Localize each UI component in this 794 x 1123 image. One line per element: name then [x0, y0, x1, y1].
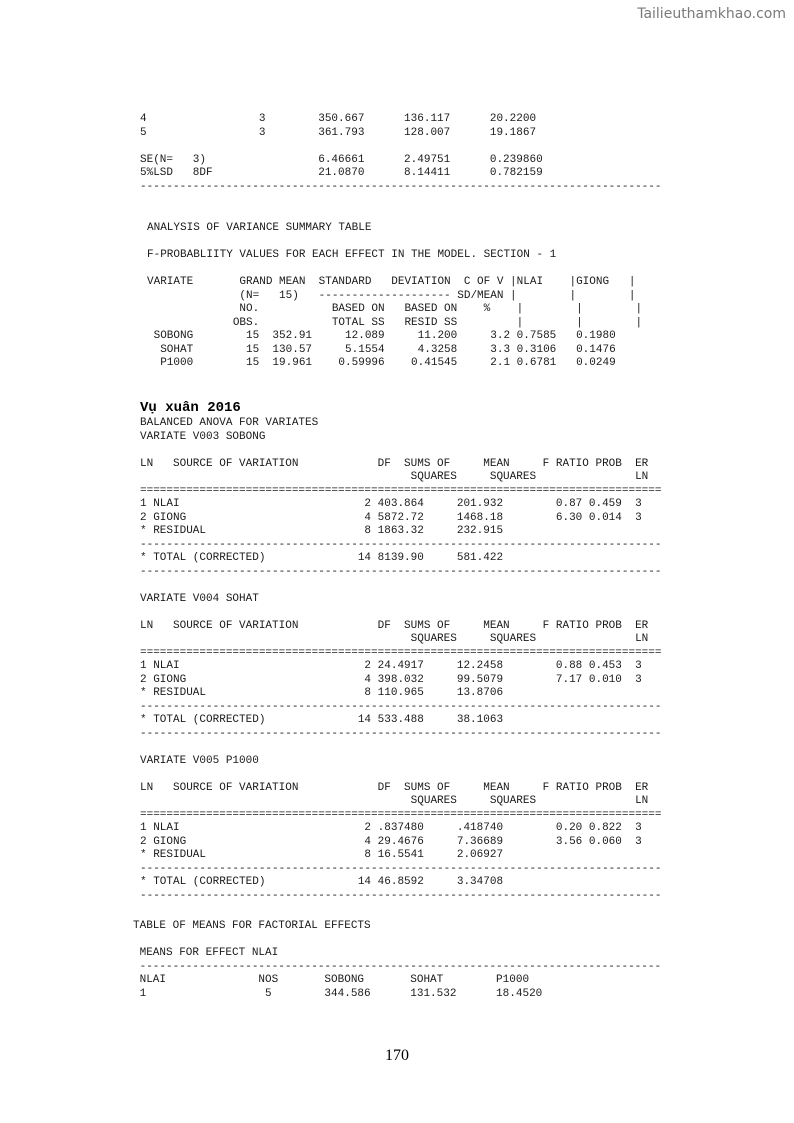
page-number: 170	[385, 1047, 409, 1064]
watermark: Tailieuthamkhao.com	[637, 6, 786, 22]
anova-summary-table: ANALYSIS OF VARIANCE SUMMARY TABLE F-PROBABLIITY VALUES FOR EACH EFFECT IN THE MODEL. SECTION - 1 VARIATE GRAND MEAN STANDARD DEVIATION C OF V |NLAI |GIONG | (N= 15) -------------------- SD/MEAN | | | NO. BASED ON BASED ON % | | | OBS. TOTAL SS RESID SS | | | SOBONG 15 352.91 12.089 11.200 3.2 0.7585 0.1980 SOHAT 15 130.57 5.1554 4.3258 3.3 0.3106 0.1476 P1000 15 19.961 0.59996 0.41545 2.1 0.6781 0.0249	[147, 222, 643, 369]
means-table-tail: 4 3 350.667 136.117 20.2200 5 3 361.793 128.007 19.1867 SE(N= 3) 6.46661 2.49751 0.239860 5%LSD 8DF 21.0870 8.14411 0.782159 -------------------------------------------------------------------------------	[140, 113, 662, 193]
section-heading: Vụ xuân 2016	[140, 400, 241, 416]
balanced-anova-tables: BALANCED ANOVA FOR VARIATES VARIATE V003 SOBONG LN SOURCE OF VARIATION DF SUMS OF MEAN F RATIO PROB ER SQUARES SQUARES LN =============================================================================== 1 NLAI 2 403.864 201.932 0.87 0.459 3 2 GIONG 4 5872.72 1468.18 6.30 0.014 3 * RESIDUAL 8 1863.32 232.915 ------------------------------------------------------------------------------- * TOTAL (CORRECTED) 14 8139.90 581.422 ------------------------------------------------------------------------------- VARIATE V004 SOHAT LN SOURCE OF VARIATION DF SUMS OF MEAN F RATIO PROB ER SQUARES SQUARES LN =============================================================================== 1 NLAI 2 24.4917 12.2458 0.88 0.453 3 2 GIONG 4 398.032 99.5079 7.17 0.010 3 * RESIDUAL 8 110.965 13.8706 ------------------------------------------------------------------------------- * TOTAL (CORRECTED) 14 533.488 38.1063 ------------------------------------------------------------------------------- VARIATE V005 P1000 LN SOURCE OF VARIATION DF SUMS OF MEAN F RATIO PROB ER SQUARES SQUARES LN =============================================================================== 1 NLAI 2 .837480 .418740 0.20 0.822 3 2 GIONG 4 29.4676 7.36689 3.56 0.060 3 * RESIDUAL 8 16.5541 2.06927 ------------------------------------------------------------------------------- * TOTAL (CORRECTED) 14 46.8592 3.34708 -------------------------------------------------------------------------------	[140, 417, 662, 902]
factorial-means-table: TABLE OF MEANS FOR FACTORIAL EFFECTS MEANS FOR EFFECT NLAI ------------------------------------------------------------------------------- NLAI NOS SOBONG SOHAT P1000 1 5 344.586 131.532 18.4520	[133, 920, 662, 1000]
